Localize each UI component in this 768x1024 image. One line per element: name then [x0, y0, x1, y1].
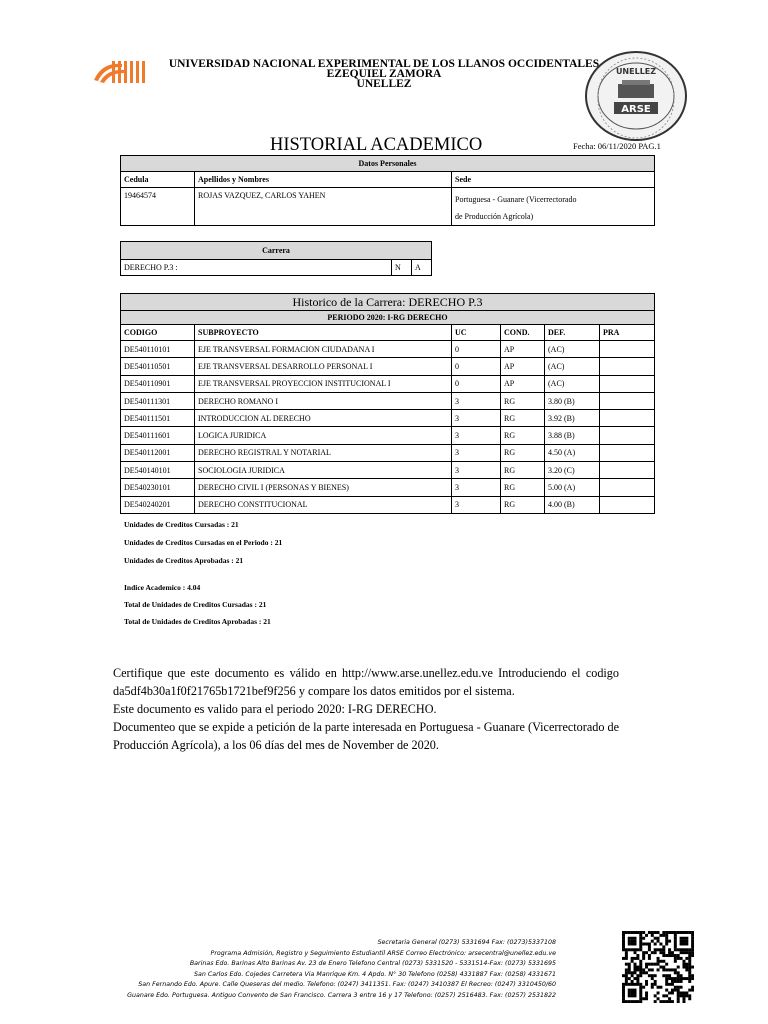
- cell-cond: RG: [501, 496, 545, 513]
- period-header: PERIODO 2020: I-RG DERECHO: [121, 311, 655, 325]
- summary-indice: Indice Academico : 4.04: [124, 583, 201, 592]
- history-table: [120, 293, 655, 514]
- table-row: [121, 358, 655, 375]
- nombres-value: ROJAS VAZQUEZ, CARLOS YAHEN: [195, 188, 452, 226]
- cell-cond: RG: [501, 462, 545, 479]
- cell-cond: RG: [501, 479, 545, 496]
- history-rows: [121, 341, 655, 514]
- cell-uc: 0: [452, 358, 501, 375]
- cedula-value: 19464574: [121, 188, 195, 226]
- table-row: [121, 496, 655, 513]
- cell-uc: 0: [452, 341, 501, 358]
- footer-line: San Carlos Edo. Cojedes Carretera Via Manrique Km. 4 Apdo. N° 30 Telefono (0258) 4331887 Fax: (0258) 4331671: [193, 970, 556, 978]
- col-subproyecto: SUBPROYECTO: [195, 325, 452, 341]
- cell-def: 4.00 (B): [545, 496, 600, 513]
- cell-cond: RG: [501, 392, 545, 409]
- footer-line: Secretaria General (0273) 5331694 Fax: (0273)5337108: [377, 939, 556, 946]
- cell-codigo: DE540110101: [121, 341, 195, 358]
- cell-pra: [600, 479, 655, 496]
- cell-codigo: DE540140101: [121, 462, 195, 479]
- cell-cond: AP: [501, 341, 545, 358]
- footer-line: San Fernando Edo. Apure. Calle Queseras del medio. Telefono: (0247) 3411351. Fax: (0247) 3410387 El Recreo: (0247) 3310450/60: [138, 981, 556, 988]
- cell-cond: RG: [501, 410, 545, 427]
- career-header: Carrera: [121, 242, 432, 260]
- cell-pra: [600, 375, 655, 392]
- university-name: UNIVERSIDAD NACIONAL EXPERIMENTAL DE LOS LLANOS OCCIDENTALES: [168, 58, 600, 70]
- footer-line: Barinas Edo. Barinas Alto Barinas Av. 23 de Enero Telefono Central (0273) 5331520 - 5331514-Fax: (0273) 5331695: [189, 960, 556, 967]
- cell-subproyecto: DERECHO CIVIL I (PERSONAS Y BIENES): [195, 479, 452, 496]
- sede-value: [452, 188, 655, 226]
- certification-paragraph-3: Documenteo que se expide a petición de la parte interesada en Portuguesa - Guanare (Vicerrectorado de Producción Agrícola), a los 06 días del mes de November de 2020.: [113, 720, 619, 752]
- cell-def: (AC): [545, 341, 600, 358]
- footer-contacts: [0, 938, 556, 1001]
- personal-data-header: Datos Personales: [121, 156, 655, 172]
- cell-def: 3.92 (B): [545, 410, 600, 427]
- cell-subproyecto: DERECHO CONSTITUCIONAL: [195, 496, 452, 513]
- cedula-header: Cedula: [121, 172, 195, 188]
- cell-cond: AP: [501, 375, 545, 392]
- cell-pra: [600, 496, 655, 513]
- cell-pra: [600, 410, 655, 427]
- table-row: [121, 479, 655, 496]
- cell-pra: [600, 341, 655, 358]
- col-cond: COND.: [501, 325, 545, 341]
- cell-pra: [600, 444, 655, 461]
- university-name-line2: EZEQUIEL ZAMORA: [326, 68, 442, 80]
- cell-uc: 3: [452, 479, 501, 496]
- sede-line1: Portuguesa - Guanare (Vicerrectorado: [455, 195, 577, 204]
- table-row: [121, 444, 655, 461]
- cell-uc: 3: [452, 392, 501, 409]
- table-row: [121, 341, 655, 358]
- cell-subproyecto: DERECHO REGISTRAL Y NOTARIAL: [195, 444, 452, 461]
- cell-codigo: DE540110901: [121, 375, 195, 392]
- career-flag-a: A: [412, 260, 432, 276]
- cell-codigo: DE540230101: [121, 479, 195, 496]
- cell-uc: 3: [452, 410, 501, 427]
- table-row: [121, 462, 655, 479]
- seal-mid-text: ARSE: [621, 104, 651, 115]
- cell-subproyecto: EJE TRANSVERSAL PROYECCION INSTITUCIONAL I: [195, 375, 452, 392]
- cell-subproyecto: INTRODUCCION AL DERECHO: [195, 410, 452, 427]
- summary-aprobadas: Unidades de Creditos Aprobadas : 21: [124, 556, 244, 565]
- cell-codigo: DE540112001: [121, 444, 195, 461]
- table-row: [121, 375, 655, 392]
- cell-def: (AC): [545, 375, 600, 392]
- table-row: [121, 427, 655, 444]
- history-column-headers: [121, 325, 655, 341]
- cell-def: 3.88 (B): [545, 427, 600, 444]
- summary-cursadas-periodo: Unidades de Creditos Cursadas en el Periodo : 21: [124, 538, 283, 547]
- cell-def: 4.50 (A): [545, 444, 600, 461]
- qr-code: [622, 931, 694, 1003]
- career-flag-n: N: [392, 260, 412, 276]
- table-row: [121, 392, 655, 409]
- cell-cond: RG: [501, 444, 545, 461]
- cell-codigo: DE540111601: [121, 427, 195, 444]
- cell-uc: 3: [452, 496, 501, 513]
- cell-uc: 3: [452, 427, 501, 444]
- summary-cursadas: Unidades de Creditos Cursadas : 21: [124, 520, 239, 529]
- cell-uc: 3: [452, 462, 501, 479]
- seal-top-text: UNELLEZ: [615, 67, 657, 76]
- certification-paragraph-2: Este documento es valido para el periodo 2020: I-RG DERECHO.: [113, 702, 437, 716]
- cell-codigo: DE540111301: [121, 392, 195, 409]
- career-table: [120, 241, 432, 276]
- certification-paragraph-1: Certifique que este documento es válido en http://www.arse.unellez.edu.ve Introduciendo el codigo da5df4b30a1f0f21765b1721bef9f256 y compare los datos emitidos por el sistema.: [113, 666, 619, 698]
- university-acronym: UNELLEZ: [356, 78, 412, 90]
- cell-subproyecto: EJE TRANSVERSAL FORMACION CIUDADANA I: [195, 341, 452, 358]
- career-name: DERECHO P.3 :: [121, 260, 392, 276]
- personal-data-table: [120, 155, 655, 226]
- cell-subproyecto: DERECHO ROMANO I: [195, 392, 452, 409]
- nombres-header: Apellidos y Nombres: [195, 172, 452, 188]
- sede-line2: de Producción Agrícola): [455, 212, 534, 221]
- cell-pra: [600, 392, 655, 409]
- cell-subproyecto: SOCIOLOGIA JURIDICA: [195, 462, 452, 479]
- official-seal: [584, 50, 688, 142]
- col-codigo: CODIGO: [121, 325, 195, 341]
- table-row: [121, 410, 655, 427]
- certification-text: [113, 664, 619, 754]
- footer-line: Programa Admisión, Registro y Seguimiento Estudiantil ARSE Correo Electrónico: arsecentral@unellez.edu.ve: [210, 949, 556, 957]
- cell-def: 3.20 (C): [545, 462, 600, 479]
- cell-codigo: DE540111501: [121, 410, 195, 427]
- cell-subproyecto: EJE TRANSVERSAL DESARROLLO PERSONAL I: [195, 358, 452, 375]
- cell-def: (AC): [545, 358, 600, 375]
- cell-pra: [600, 462, 655, 479]
- cell-pra: [600, 427, 655, 444]
- col-def: DEF.: [545, 325, 600, 341]
- summary-total-aprobadas: Total de Unidades de Creditos Aprobadas : 21: [124, 617, 271, 626]
- history-title: Historico de la Carrera: DERECHO P.3: [121, 294, 655, 311]
- summary-total-cursadas: Total de Unidades de Creditos Cursadas : 21: [124, 600, 267, 609]
- page-title: HISTORIAL ACADEMICO: [270, 135, 483, 155]
- cell-cond: RG: [501, 427, 545, 444]
- date-page-label: Fecha: 06/11/2020 PAG.1: [573, 141, 661, 151]
- col-pra: PRA: [600, 325, 655, 341]
- cell-pra: [600, 358, 655, 375]
- cell-def: 5.00 (A): [545, 479, 600, 496]
- cell-uc: 3: [452, 444, 501, 461]
- cell-codigo: DE540240201: [121, 496, 195, 513]
- sede-header: Sede: [452, 172, 655, 188]
- cell-codigo: DE540110501: [121, 358, 195, 375]
- cell-def: 3.80 (B): [545, 392, 600, 409]
- cell-cond: AP: [501, 358, 545, 375]
- footer-line: Guanare Edo. Portuguesa. Antiguo Convento de San Francisco. Carrera 3 entre 16 y 17 Telefono: (0257) 2516483. Fax: (0257) 2531822: [127, 991, 556, 999]
- cell-subproyecto: LOGICA JURIDICA: [195, 427, 452, 444]
- col-uc: UC: [452, 325, 501, 341]
- cell-uc: 0: [452, 375, 501, 392]
